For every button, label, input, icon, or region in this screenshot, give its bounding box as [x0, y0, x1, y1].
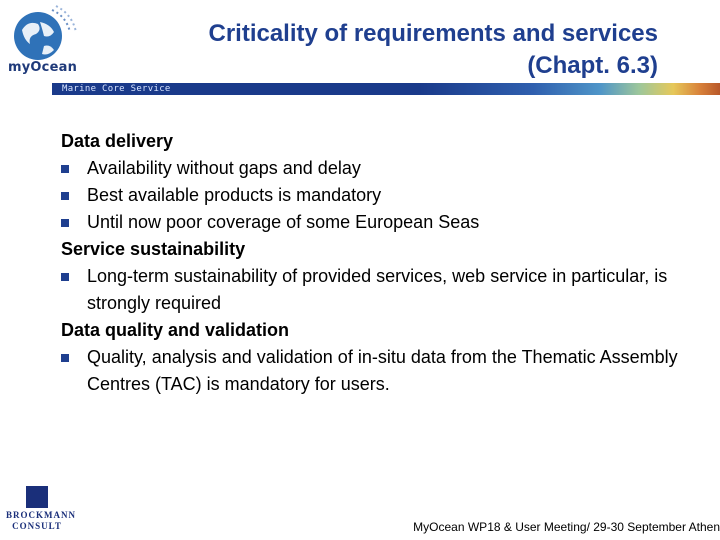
page-title — [98, 18, 658, 82]
title-line-2: (Chapt. 6.3) — [527, 52, 658, 79]
bullet-item: Quality, analysis and validation of in-situ data from the Thematic Assembly Centres (TAC) is mandatory for users. — [61, 344, 681, 398]
title-line-1: Criticality of requirements and services — [208, 20, 658, 47]
bullet-square-icon — [61, 219, 69, 227]
brockmann-logo-text: BROCKMANN CONSULT — [6, 510, 76, 531]
bullet-item: Until now poor coverage of some European Seas — [61, 209, 681, 236]
brockmann-consult-logo — [6, 486, 76, 536]
brockmann-square-icon — [26, 486, 48, 508]
section-heading: Data quality and validation — [61, 320, 290, 340]
section-heading: Data delivery — [61, 131, 174, 151]
slide-content — [61, 128, 681, 398]
bullet-square-icon — [61, 273, 69, 281]
bullet-item: Long-term sustainability of provided services, web service in particular, is strongly required — [61, 263, 681, 317]
footer-text: MyOcean WP18 & User Meeting/ 29-30 September Athen — [413, 520, 720, 534]
bullet-item: Availability without gaps and delay — [61, 155, 681, 182]
myocean-globe-logo — [8, 2, 80, 68]
banner-text: Marine Core Service — [62, 84, 171, 94]
bullet-square-icon — [61, 192, 69, 200]
header-banner — [52, 83, 720, 95]
section-heading: Service sustainability — [61, 239, 246, 259]
myocean-logo-text: myOcean — [8, 60, 78, 75]
bullet-square-icon — [61, 354, 69, 362]
bullet-item: Best available products is mandatory — [61, 182, 681, 209]
bullet-square-icon — [61, 165, 69, 173]
